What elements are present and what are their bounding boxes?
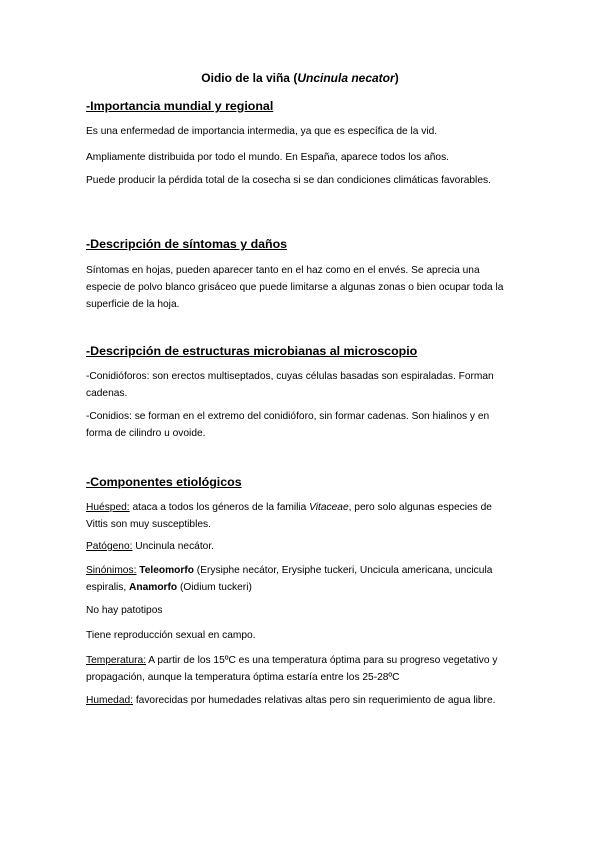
paragraph: Síntomas en hojas, pueden aparecer tanto en el haz como en el envés. Se aprecia una especie de polvo blanco grisáceo que puede limitarse a algunas zonas o bien ocupar toda la superficie de la hoja. <box>86 265 504 310</box>
paragraph-temperatura: Temperatura: A partir de los 15ºC es una temperatura óptima para su progreso vegetativo y propagación, aunque la temperatura óptima estaría entre los 25-28ºC <box>86 655 498 683</box>
paragraph: Ampliamente distribuida por todo el mundo. En España, aparece todos los años. <box>86 152 450 163</box>
paragraph: Puede producir la pérdida total de la cosecha si se dan condiciones climáticas favorables. <box>86 175 491 186</box>
paragraph-humedad: Humedad: favorecidas por humedades relativas altas pero sin requerimiento de agua libre. <box>86 695 496 706</box>
species-name: Uncinula necator <box>297 71 395 85</box>
paragraph: No hay patotipos <box>86 605 163 616</box>
heading-componentes: -Componentes etiológicos <box>86 475 242 489</box>
heading-sintomas: -Descripción de síntomas y daños <box>86 237 288 251</box>
document-title: Oidio de la viña (Uncinula necator) <box>201 71 399 85</box>
paragraph-sinonimos: Sinónimos: Teleomorfo (Erysiphe necátor, Erysiphe tuckeri, Uncicula americana, uncicula espiralis, Anamorfo (Oidium tuckeri) <box>86 565 493 593</box>
heading-importancia: -Importancia mundial y regional <box>86 99 274 113</box>
paragraph-patogeno: Patógeno: Uncinula necátor. <box>86 541 215 552</box>
paragraph: Es una enfermedad de importancia intermedia, ya que es específica de la vid. <box>86 126 438 137</box>
paragraph-huesped: Huésped: ataca a todos los géneros de la familia Vitaceae, pero solo algunas especies de Vittis son muy susceptibles. <box>86 502 492 530</box>
heading-estructuras: -Descripción de estructuras microbianas al microscopio <box>86 344 418 358</box>
paragraph: Tiene reproducción sexual en campo. <box>86 630 256 641</box>
paragraph: -Conidios: se forman en el extremo del conidióforo, sin formar cadenas. Son hialinos y en forma de cilindro u ovoide. <box>86 411 490 439</box>
paragraph: -Conidióforos: son erectos multiseptados, cuyas células basadas son espiraladas. Forman cadenas. <box>86 371 494 399</box>
